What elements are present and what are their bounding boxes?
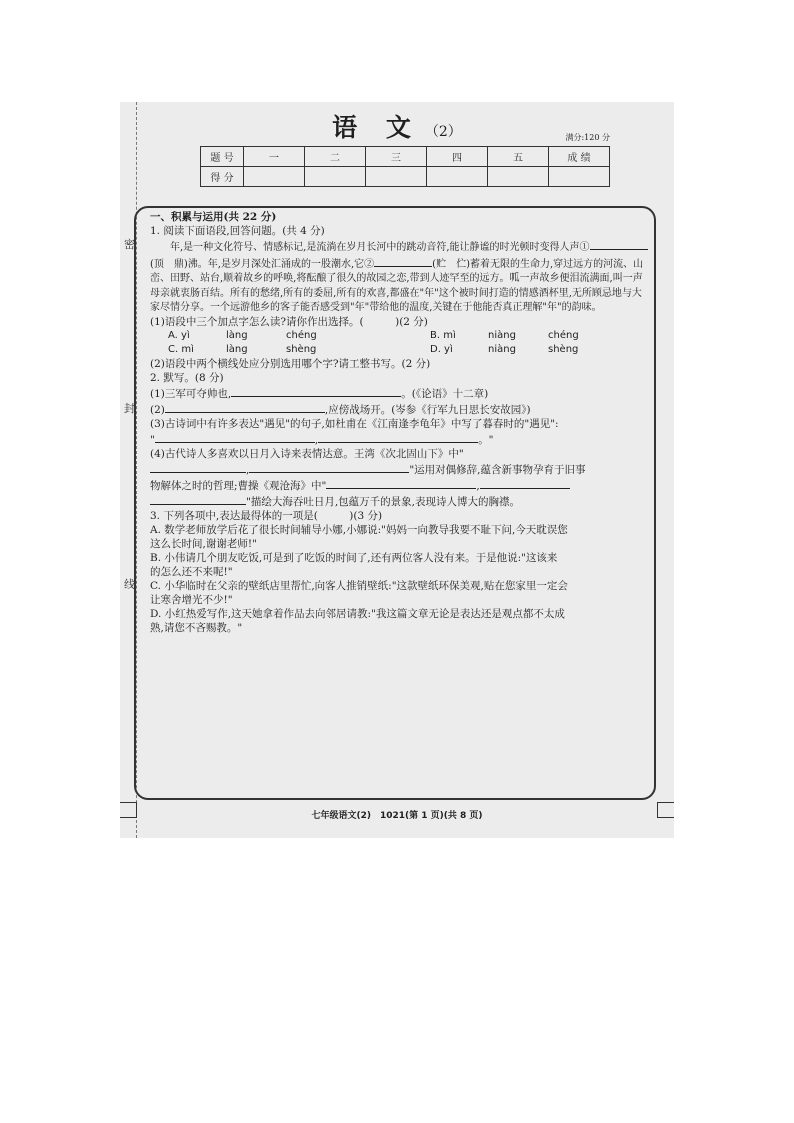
question-3-option-b: B. 小伟请几个朋友吃饭,可是到了吃饭的时间了,还有两位客人没有来。于是他说:"这该来 bbox=[150, 552, 558, 565]
answer-blank[interactable] bbox=[480, 477, 570, 489]
page-footer: 七年级语文(2) 1021(第 1 页)(共 8 页) bbox=[311, 811, 483, 821]
score-cell: 四 bbox=[427, 147, 488, 167]
question-2-line-6: "描绘大海吞吐日月,包蕴万千的景象,表现诗人博大的胸襟。 bbox=[150, 493, 650, 509]
question-3-option-b-cont: 的怎么还不来呢!" bbox=[150, 566, 233, 579]
answer-blank[interactable] bbox=[590, 238, 648, 250]
score-table-score-row bbox=[201, 167, 610, 187]
question-3-option-a: A. 数学老师放学后花了很长时间辅导小娜,小娜说:"妈妈一向教导我要不耻下问,今天耽误您 bbox=[150, 524, 568, 537]
question-2-line-3: (3)古诗词中有许多表达"遇见"的句子,如杜甫在《江南逢李龟年》中写了暮春时的"遇见": bbox=[150, 418, 559, 431]
answer-blank[interactable] bbox=[326, 477, 476, 489]
score-cell bbox=[244, 167, 305, 187]
question-2-line-1: (1)三军可夺帅也, 。(《论语》十二章) bbox=[150, 385, 650, 401]
score-cell: 二 bbox=[305, 147, 366, 167]
answer-blank[interactable] bbox=[318, 431, 478, 443]
answer-blank[interactable] bbox=[249, 461, 409, 473]
question-2-line-2: (2) ,应傍战场开。(岑参《行军九日思长安故园》) bbox=[150, 401, 650, 417]
binding-char-xian: 线 bbox=[124, 578, 135, 591]
question-2-line-5: 物解体之时的哲理;曹操《观沧海》中" , bbox=[150, 477, 650, 493]
full-score: 满分:120 分 bbox=[565, 133, 610, 142]
exam-sheet bbox=[120, 102, 674, 838]
question-1-stem: 1. 阅读下面语段,回答问题。(共 4 分) bbox=[150, 225, 325, 237]
question-2-line-4: (4)古代诗人多喜欢以日月入诗来表情达意。王湾《次北固山下》中" bbox=[150, 448, 464, 461]
score-cell bbox=[549, 167, 610, 187]
score-cell: 一 bbox=[244, 147, 305, 167]
score-cell bbox=[305, 167, 366, 187]
option-row: A. yì làng chéng B. mì niàng chéng bbox=[168, 330, 579, 342]
score-cell: 成 绩 bbox=[549, 147, 610, 167]
score-cell bbox=[427, 167, 488, 187]
question-1-sub-2: (2)语段中两个横线处应分别选用哪个字?请工整书写。(2 分) bbox=[150, 358, 431, 371]
score-table-header-row bbox=[201, 147, 610, 167]
binding-char-mi: 密 bbox=[124, 238, 135, 251]
binding-char-feng: 封 bbox=[124, 402, 135, 415]
option-row: C. mì làng shèng D. yì niàng shèng bbox=[168, 344, 579, 356]
answer-blank[interactable] bbox=[150, 461, 246, 473]
score-table bbox=[200, 146, 610, 187]
section-title: 一、积累与运用(共 22 分) bbox=[150, 211, 277, 223]
answer-blank[interactable] bbox=[374, 255, 432, 267]
question-1-sub-1: (1)语段中三个加点字怎么读?请你作出选择。( )(2 分) bbox=[150, 316, 428, 329]
answer-blank[interactable] bbox=[165, 401, 325, 413]
answer-blank[interactable] bbox=[231, 385, 401, 397]
question-2-line-4-blanks: , "运用对偶修辞,蕴含新事物孕育于旧事 bbox=[150, 461, 650, 477]
question-1-passage: 年,是一种文化符号、情感标记,是流淌在岁月长河中的跳动音符,能让静谧的时光顿时变得人声①(顶 鼎)沸。年,是岁月深处汇涌成的一股潮水,它② (贮 伫)蓄着无限的生命力,穿过远方的河流、山峦、田野、站台,顺着故乡的呼唤,将酝酿了很久的故园之恋,带到人迹罕至的远方。呱一声故乡便泪流满面,叫一声母亲就衷肠百结。所有的愁绪,所有的委屈,所有的欢喜,都盛在"年"这个被时间打造的情感酒杯里,无所顾忌地与大家尽情分享。一个远游他乡的客子能否感受到"年"带给他的温度,关键在于他能否真正理解"年"的韵味。 bbox=[150, 238, 650, 315]
question-2-line-3-blanks: " , 。" bbox=[150, 431, 650, 447]
answer-blank[interactable] bbox=[155, 431, 315, 443]
score-cell bbox=[366, 167, 427, 187]
page-title: 语 文 （2） bbox=[332, 113, 462, 142]
score-cell: 得 分 bbox=[201, 167, 244, 187]
answer-blank[interactable] bbox=[150, 493, 246, 505]
question-3-option-c-cont: 让寒舍增光不少!" bbox=[150, 594, 233, 607]
question-3-option-c: C. 小华临时在父亲的壁纸店里帮忙,向客人推销壁纸:"这款壁纸环保美观,贴在您家里一定会 bbox=[150, 580, 568, 593]
score-cell: 三 bbox=[366, 147, 427, 167]
score-cell bbox=[488, 167, 549, 187]
question-3-stem: 3. 下列各项中,表达最得体的一项是( )(3 分) bbox=[150, 510, 383, 523]
score-cell: 五 bbox=[488, 147, 549, 167]
score-cell: 题 号 bbox=[201, 147, 244, 167]
question-2-stem: 2. 默写。(8 分) bbox=[150, 372, 224, 385]
question-3-option-d: D. 小红热爱写作,这天她拿着作品去向邻居请教:"我这篇文章无论是表达还是观点都不太成 bbox=[150, 608, 565, 621]
question-3-option-a-cont: 这么长时间,谢谢老师!" bbox=[150, 538, 257, 551]
section-content bbox=[150, 210, 650, 635]
question-3-option-d-cont: 熟,请您不吝赐教。" bbox=[150, 622, 243, 635]
